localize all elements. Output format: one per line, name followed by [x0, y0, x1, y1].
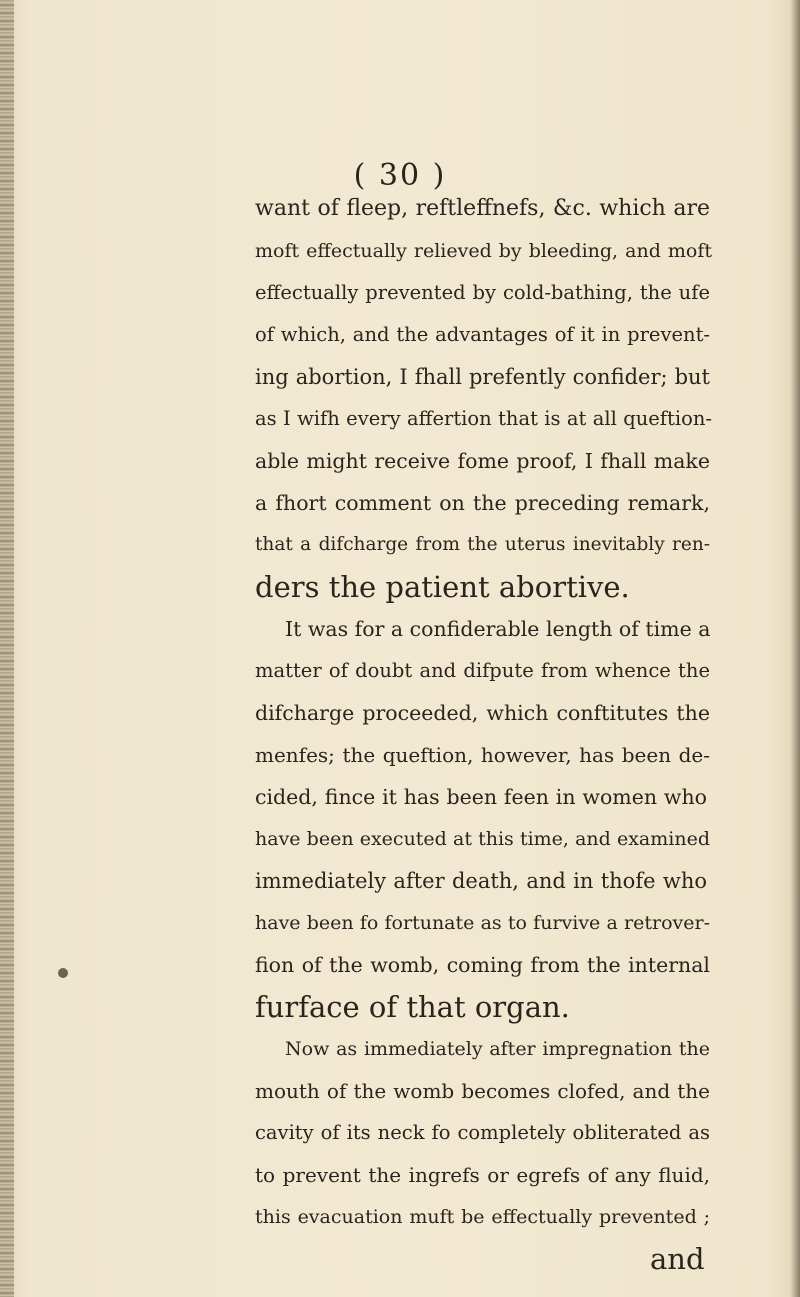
- text-line: as I wifh every affertion that is at all queftion-: [255, 407, 712, 430]
- text-line: immediately after death, and in thofe who: [255, 869, 707, 893]
- text-line: Now as immediately after impregnation the: [285, 1038, 710, 1060]
- text-line: this evacuation muft be effectually prevented ;: [255, 1206, 710, 1228]
- text-line: want of fleep, reftleffnefs, &c. which are: [255, 196, 710, 221]
- text-line: It was for a confiderable length of time a: [285, 617, 711, 641]
- text-line: effectually prevented by cold-bathing, the ufe: [255, 281, 710, 304]
- catchword: and: [650, 1242, 705, 1276]
- text-line: of which, and the advantages of it in prevent-: [255, 323, 710, 346]
- text-line: ing abortion, I fhall prefently confider; but: [255, 365, 710, 389]
- text-line: ders the patient abortive.: [255, 570, 630, 604]
- text-line: fion of the womb, coming from the internal: [255, 953, 710, 977]
- text-line: cided, fince it has been feen in women who: [255, 785, 707, 809]
- text-line: that a difcharge from the uterus inevitably ren-: [255, 534, 710, 555]
- text-line: cavity of its neck fo completely obliterated as: [255, 1121, 710, 1144]
- text-line: able might receive fome proof, I fhall make: [255, 449, 710, 473]
- ink-spot: [58, 968, 68, 978]
- text-line: furface of that organ.: [255, 990, 570, 1024]
- text-line: moft effectually relieved by bleeding, and moft: [255, 240, 712, 262]
- page-number: ( 30 ): [353, 158, 447, 193]
- text-line: mouth of the womb becomes clofed, and the: [255, 1079, 710, 1103]
- text-line: menfes; the queftion, however, has been de-: [255, 743, 710, 767]
- text-line: difcharge proceeded, which conftitutes the: [255, 701, 710, 725]
- text-line: have been fo fortunate as to furvive a retrover-: [255, 912, 710, 934]
- text-line: have been executed at this time, and examined: [255, 828, 710, 850]
- text-line: to prevent the ingrefs or egrefs of any fluid,: [255, 1163, 710, 1187]
- text-line: a fhort comment on the preceding remark,: [255, 491, 710, 515]
- text-line: matter of doubt and difpute from whence the: [255, 659, 710, 682]
